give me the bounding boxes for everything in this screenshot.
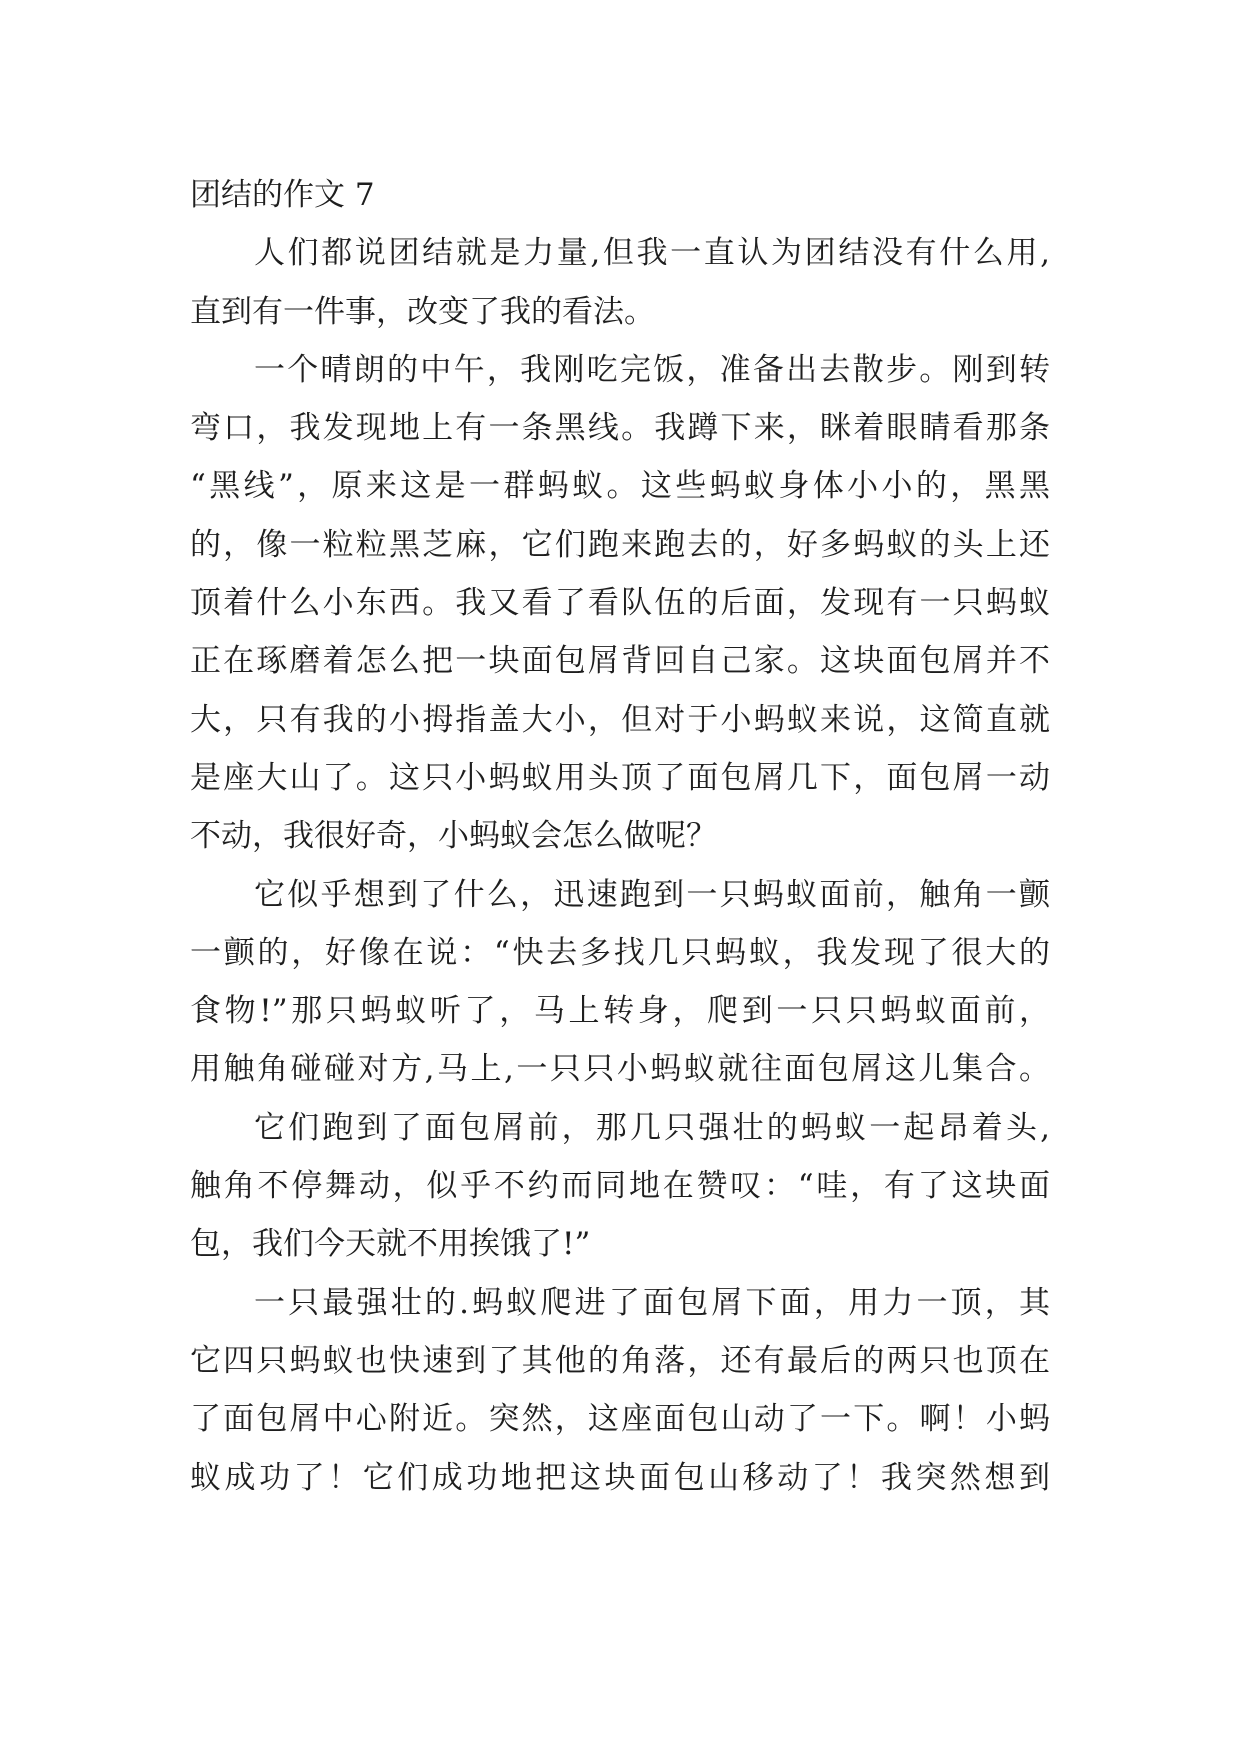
text-line: 正在琢磨着怎么把一块面包屑背回自己家。这块面包屑并不 bbox=[190, 643, 1050, 680]
text-line: 它似乎想到了什么，迅速跑到一只蚂蚁面前，触角一颤 bbox=[254, 876, 1050, 913]
text-line: 用触角碰碰对方,马上,一只只小蚂蚁就往面包屑这儿集合。 bbox=[190, 1051, 1050, 1088]
text-line: 大，只有我的小拇指盖大小，但对于小蚂蚁来说，这简直就 bbox=[190, 701, 1050, 738]
text-line: 弯口，我发现地上有一条黑线。我蹲下来，眯着眼睛看那条 bbox=[190, 410, 1050, 447]
essay-title: 团结的作文 7 bbox=[190, 177, 375, 213]
text-line: 它们跑到了面包屑前，那几只强壮的蚂蚁一起昂着头, bbox=[254, 1109, 1050, 1146]
text-line: “黑线”，原来这是一群蚂蚁。这些蚂蚁身体小小的，黑黑 bbox=[190, 468, 1050, 505]
text-line: 了面包屑中心附近。突然，这座面包山动了一下。啊！小蚂 bbox=[190, 1401, 1050, 1438]
text-line: 不动，我很好奇，小蚂蚁会怎么做呢？ bbox=[190, 818, 717, 855]
text-line: 食物!”那只蚂蚁听了，马上转身，爬到一只只蚂蚁面前， bbox=[190, 993, 1050, 1030]
text-line: 蚁成功了！它们成功地把这块面包山移动了！我突然想到 bbox=[190, 1459, 1050, 1496]
text-line: 一个晴朗的中午，我刚吃完饭，准备出去散步。刚到转 bbox=[254, 351, 1050, 388]
text-line: 触角不停舞动，似乎不约而同地在赞叹：“哇，有了这块面 bbox=[190, 1168, 1050, 1205]
text-line: 一颤的，好像在说：“快去多找几只蚂蚁，我发现了很大的 bbox=[190, 934, 1050, 971]
text-line: 顶着什么小东西。我又看了看队伍的后面，发现有一只蚂蚁 bbox=[190, 585, 1050, 622]
text-line: 包，我们今天就不用挨饿了!” bbox=[190, 1226, 591, 1263]
text-line: 直到有一件事，改变了我的看法。 bbox=[190, 293, 655, 330]
document-body bbox=[190, 166, 1050, 1507]
text-line: 人们都说团结就是力量,但我一直认为团结没有什么用, bbox=[254, 235, 1050, 272]
text-line: 它四只蚂蚁也快速到了其他的角落，还有最后的两只也顶在 bbox=[190, 1342, 1050, 1379]
text-line: 一只最强壮的.蚂蚁爬进了面包屑下面，用力一顶，其 bbox=[254, 1284, 1050, 1321]
text-line: 是座大山了。这只小蚂蚁用头顶了面包屑几下，面包屑一动 bbox=[190, 759, 1050, 796]
text-line: 的，像一粒粒黑芝麻，它们跑来跑去的，好多蚂蚁的头上还 bbox=[190, 526, 1050, 563]
